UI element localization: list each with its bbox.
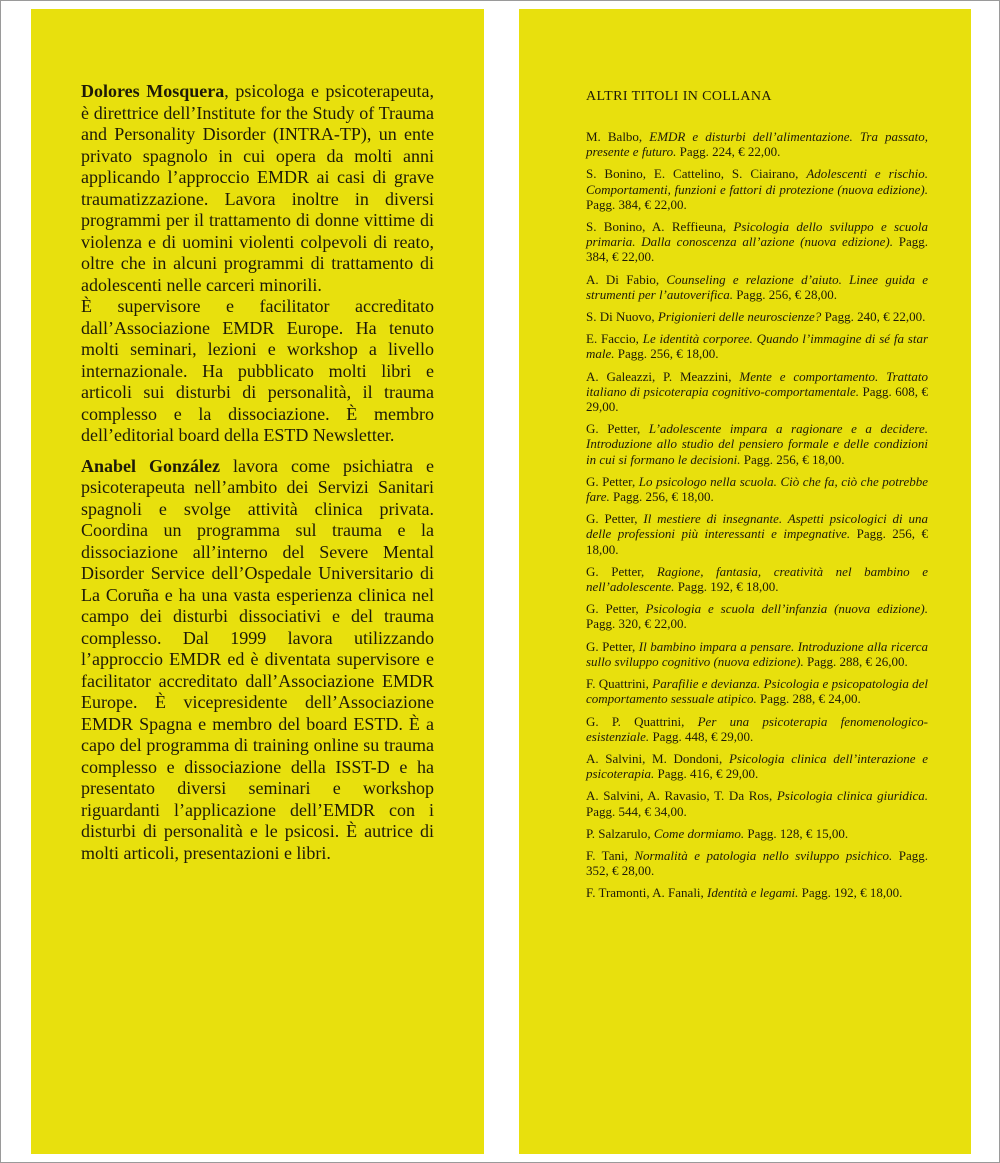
book-authors: P. Salzarulo, <box>586 825 651 841</box>
series-heading: ALTRI TITOLI IN COLLANA <box>586 89 772 104</box>
book-pages: Pagg. 288, € 26,00. <box>806 653 908 669</box>
author-name-dolores: Dolores Mosquera <box>81 81 225 101</box>
book-authors: S. Di Nuovo, <box>586 309 655 325</box>
book-entry <box>586 848 928 878</box>
book-authors: E. Faccio, <box>586 331 639 347</box>
book-title: Il mestiere di insegnante. Aspetti psicologici di una delle professioni più interessanti e impegnative. <box>586 511 928 542</box>
author-name-anabel: Anabel González <box>81 455 221 476</box>
book-authors: F. Tramonti, A. Fanali, <box>586 885 704 901</box>
book-authors: A. Salvini, A. Ravasio, T. Da Ros, <box>586 788 773 804</box>
bio-text: lavora come psichiatra e psicoterapeuta nell’ambito dei Servizi Sanitari spagnoli e svolge attività clinica privata. Coordina un programma sul trauma e la dissociazione all’interno del Severe Mental Disorder Service dell’Ospedale Universitario di La Coruña e ha una vasta esperienza clinica nel campo dei disturbi dissociativi e del trauma complesso. Dal 1999 lavora utilizzando l’approccio EMDR ed è diventata supervisore e facilitator accreditato dall’Associazione EMDR Europe. È vicepresidente dell’Associazione EMDR Spagna e membro del board ESTD. È a capo del programma di training online su trauma complesso e dissociazione della ISST-D e ha presentato diversi seminari e workshop riguardanti l’applicazione dell’EMDR con i disturbi di personalità e le psicosi. È autrice di molti articoli, presentazioni e libri. <box>81 455 434 863</box>
book-title: EMDR e disturbi dell’alimentazione. Tra passato, presente e futuro. <box>586 129 928 160</box>
book-entry <box>586 474 928 504</box>
book-authors: A. Salvini, M. Dondoni, <box>586 750 723 766</box>
book-title: Ragione, fantasia, creatività nel bambino e nell’adolescente. <box>586 563 929 595</box>
book-title: Prigionieri delle neuroscienze? <box>657 309 822 325</box>
book-title: Le identità corporee. Quando l’immagine di sé fa star male. <box>586 331 929 362</box>
book-entry <box>586 601 928 631</box>
book-authors: G. Petter, <box>586 601 639 617</box>
book-authors: G. Petter, <box>586 563 645 579</box>
book-entry <box>586 885 928 900</box>
book-pages: Pagg. 320, € 22,00. <box>586 616 687 632</box>
book-title: Adolescenti e rischio. Comportamenti, funzioni e fattori di protezione (nuova edizione). <box>586 166 929 197</box>
book-entry <box>586 272 928 302</box>
book-pages: Pagg. 256, € 28,00. <box>736 286 837 302</box>
book-entry <box>586 331 928 361</box>
book-entry <box>586 714 928 744</box>
book-authors: M. Balbo, <box>586 129 643 144</box>
book-pages: Pagg. 608, € 29,00. <box>586 383 928 415</box>
book-entry <box>586 826 928 841</box>
book-entry <box>586 166 928 212</box>
book-entry <box>586 639 928 669</box>
book-pages: Pagg. 256, € 18,00. <box>586 526 929 557</box>
book-entry <box>586 129 928 159</box>
book-pages: Pagg. 224, € 22,00. <box>679 144 781 160</box>
book-pages: Pagg. 256, € 18,00. <box>743 451 845 467</box>
book-pages: Pagg. 128, € 15,00. <box>747 825 849 841</box>
book-authors: G. Petter, <box>586 473 636 489</box>
book-title: Psicologia clinica giuridica. <box>776 788 929 804</box>
book-entry <box>586 751 928 781</box>
book-entry <box>586 788 928 818</box>
right-flap <box>519 9 971 1154</box>
book-pages: Pagg. 448, € 29,00. <box>652 728 754 744</box>
book-title: Counseling e relazione d’aiuto. Linee guida e strumenti per l’autoverifica. <box>586 271 928 302</box>
book-title: Il bambino impara a pensare. Introduzione alla ricerca sullo sviluppo cognitivo (nuova edizione). <box>586 638 928 669</box>
book-title: Psicologia dello sviluppo e scuola primaria. Dalla conoscenza all’azione (nuova edizione). <box>586 219 928 250</box>
book-entry <box>586 676 928 706</box>
book-pages: Pagg. 256, € 18,00. <box>617 346 719 362</box>
book-title: Lo psicologo nella scuola. Ciò che fa, ciò che potrebbe fare. <box>586 473 928 505</box>
book-entry <box>586 309 928 324</box>
book-authors: F. Tani, <box>586 847 628 863</box>
book-entry <box>586 511 928 557</box>
bio-paragraph-anabel <box>81 456 434 865</box>
series-section <box>519 9 971 901</box>
book-authors: G. Petter, <box>586 511 638 527</box>
book-entry <box>586 219 928 265</box>
left-flap <box>31 9 484 1154</box>
bio-paragraph-dolores-2: È supervisore e facilitator accreditato dall’Associazione EMDR Europe. Ha tenuto molti seminari, lezioni e workshop a livello internazionale. Ha pubblicato molti libri e articoli sui disturbi di personalità, il trauma complesso e la dissociazione. È membro dell’editorial board della ESTD Newsletter. <box>81 296 434 445</box>
book-title: Identità e legami. <box>707 885 799 901</box>
book-pages: Pagg. 192, € 18,00. <box>677 579 779 595</box>
book-pages: Pagg. 192, € 18,00. <box>801 885 903 901</box>
book-authors: A. Di Fabio, <box>586 271 660 287</box>
book-title: Parafilie e devianza. Psicologia e psicopatologia del comportamento sessuale atipico. <box>586 676 929 707</box>
book-entry <box>586 421 928 467</box>
book-pages: Pagg. 256, € 18,00. <box>612 489 714 505</box>
book-title: Per una psicoterapia fenomenologico-esistenziale. <box>586 713 928 744</box>
book-pages: Pagg. 240, € 22,00. <box>824 309 926 325</box>
book-authors: G. Petter, <box>586 421 641 437</box>
bio-text: , psicologa e psicoterapeuta, è direttrice dell’Institute for the Study of Trauma and Personality Disorder (INTRA-TP), un ente privato spagnolo in cui opera da molti anni applicando l’approccio EMDR ai casi di grave traumatizzazione. Lavora inoltre in diversi programmi per il trattamento di donne vittime di violenza e di uomini violenti colpevoli di reato, oltre che in alcuni programmi di trattamento di adolescenti nelle carceri minorili. <box>81 81 434 295</box>
book-list <box>586 129 928 901</box>
book-title: Come dormiamo. <box>653 825 745 841</box>
book-title: Mente e comportamento. Trattato italiano di psicoterapia cognitivo-comportamentale. <box>586 368 928 399</box>
book-title: L’adolescente impara a ragionare e a decidere. Introduzione allo studio del pensiero formale e delle condizioni in cui si formano le decisioni. <box>586 421 928 467</box>
book-title: Psicologia clinica dell’interazione e psicoterapia. <box>586 750 928 782</box>
book-pages: Pagg. 384, € 22,00. <box>586 234 929 265</box>
book-authors: A. Galeazzi, P. Meazzini, <box>586 368 732 384</box>
book-entry <box>586 369 928 415</box>
book-title: Psicologia e scuola dell’infanzia (nuova edizione). <box>645 601 928 617</box>
bio-paragraph-dolores-1 <box>81 81 434 296</box>
biographies <box>31 9 484 864</box>
book-pages: Pagg. 544, € 34,00. <box>586 803 687 819</box>
book-entry <box>586 564 928 594</box>
book-authors: S. Bonino, E. Cattelino, S. Ciairano, <box>586 166 799 182</box>
book-pages: Pagg. 352, € 28,00. <box>586 847 929 879</box>
book-pages: Pagg. 416, € 29,00. <box>657 766 759 782</box>
book-authors: G. P. Quattrini, <box>586 713 685 729</box>
book-authors: S. Bonino, A. Reffieuna, <box>586 219 727 235</box>
book-authors: G. Petter, <box>586 638 636 654</box>
book-pages: Pagg. 288, € 24,00. <box>760 691 861 707</box>
book-authors: F. Quattrini, <box>586 676 649 692</box>
book-pages: Pagg. 384, € 22,00. <box>586 196 687 212</box>
book-title: Normalità e patologia nello sviluppo psichico. <box>634 847 893 863</box>
